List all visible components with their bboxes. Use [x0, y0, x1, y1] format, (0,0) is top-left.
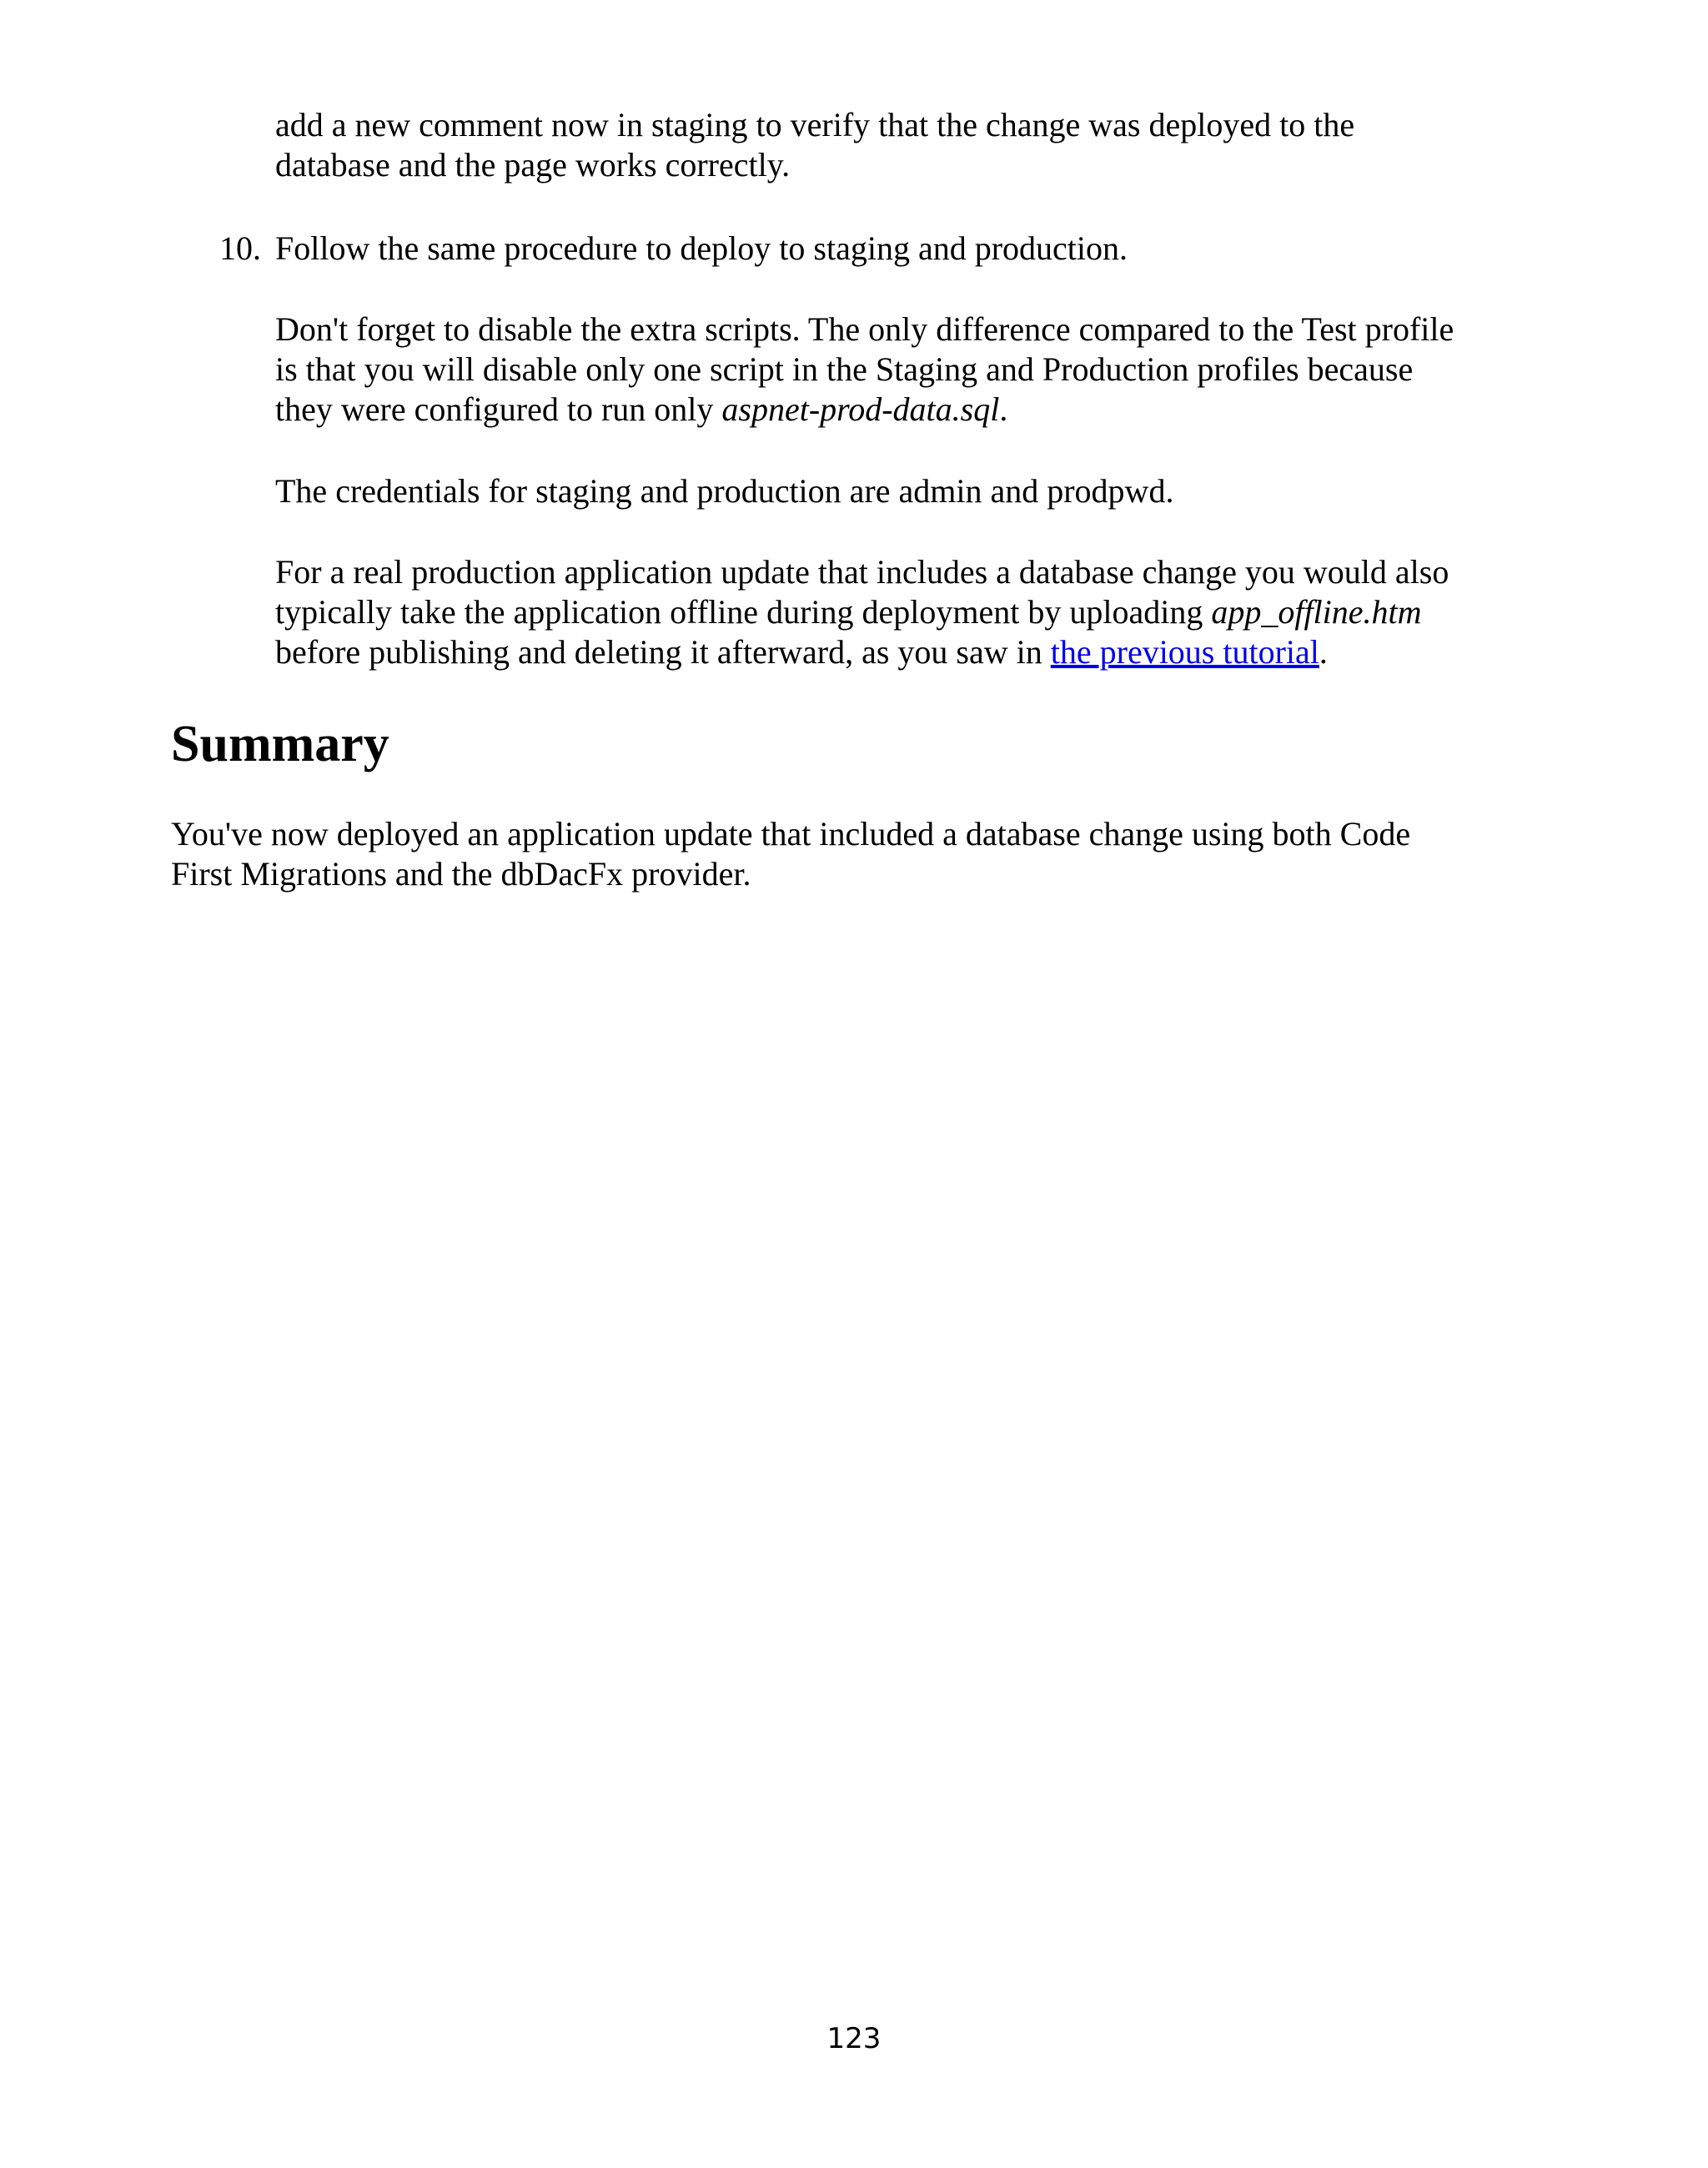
step-10-text: Follow the same procedure to deploy to staging and production.	[275, 229, 1128, 267]
summary-line-1: You've now deployed an application update that included a database change using both Code	[171, 815, 1411, 853]
scripts-line-1: Don't forget to disable the extra scripts. The only difference compared to the Test profile	[275, 310, 1454, 348]
offline-filename: app_offline.htm	[1211, 593, 1422, 631]
summary-line-2: First Migrations and the dbDacFx provider.	[171, 855, 751, 893]
step-9-line-2: database and the page works correctly.	[275, 146, 791, 184]
previous-tutorial-link[interactable]: the previous tutorial	[1050, 633, 1319, 671]
summary-heading: Summary	[171, 716, 389, 772]
credentials-paragraph: The credentials for staging and production are admin and prodpwd.	[275, 472, 1174, 510]
offline-line-1: For a real production application update that includes a database change you would also	[275, 553, 1449, 591]
step-9-continuation	[275, 105, 1543, 185]
scripts-line-3-start: they were configured to run only	[275, 390, 722, 428]
scripts-line-2: is that you will disable only one script in the Staging and Production profiles because	[275, 350, 1414, 388]
offline-line-3-end: .	[1319, 633, 1328, 671]
summary-paragraph	[171, 814, 1522, 894]
page-number: 123	[826, 2022, 882, 2055]
offline-paragraph	[275, 552, 1543, 672]
step-9-line-1: add a new comment now in staging to verify that the change was deployed to the	[275, 106, 1355, 143]
script-filename: aspnet-prod-data.sql	[721, 390, 1000, 428]
scripts-paragraph	[275, 309, 1543, 430]
offline-line-2-start: typically take the application offline during deployment by uploading	[275, 593, 1212, 631]
offline-line-3-start: before publishing and deleting it afterward, as you saw in	[275, 633, 1051, 671]
scripts-line-3-end: .	[999, 390, 1008, 428]
step-10-number: 10.	[219, 229, 261, 267]
